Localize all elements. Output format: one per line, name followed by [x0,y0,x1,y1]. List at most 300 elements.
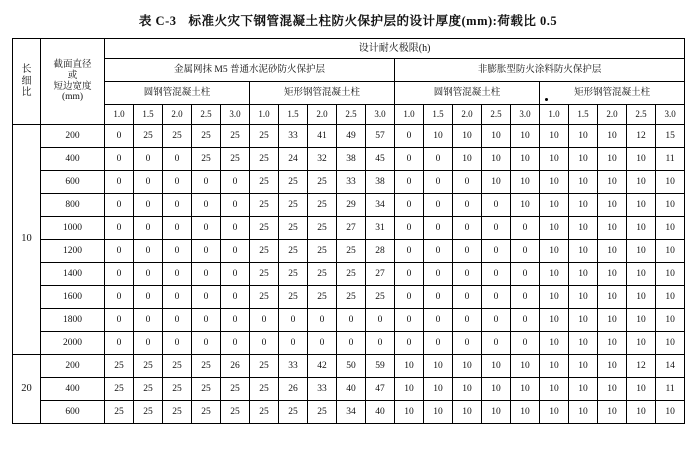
thickness-value: 10 [656,171,685,194]
hour-header-cell: 1.0 [540,105,569,125]
section-size-value: 600 [41,401,105,424]
thickness-value: 0 [105,309,134,332]
thickness-value: 0 [395,263,424,286]
thickness-value: 25 [250,263,279,286]
thickness-value: 0 [511,217,540,240]
thickness-value: 25 [192,148,221,171]
thickness-value: 12 [627,125,656,148]
thickness-value: 0 [105,194,134,217]
hour-header-cell: 2.0 [598,105,627,125]
thickness-value: 10 [482,125,511,148]
thickness-value: 10 [598,286,627,309]
thickness-value: 0 [395,194,424,217]
hour-header-cell: 2.5 [192,105,221,125]
section-size-line-2: 或 [67,70,78,81]
thickness-value: 25 [279,263,308,286]
hour-header-cell: 3.0 [511,105,540,125]
thickness-value: 25 [134,125,163,148]
thickness-value: 25 [308,217,337,240]
thickness-value: 10 [569,401,598,424]
thickness-value: 0 [366,332,395,355]
hour-header-cell: 3.0 [656,105,685,125]
thickness-value: 10 [656,194,685,217]
thickness-value: 0 [192,332,221,355]
thickness-value: 10 [482,401,511,424]
hour-header-cell: 2.0 [453,105,482,125]
thickness-value: 10 [540,194,569,217]
thickness-value: 25 [308,194,337,217]
thickness-value: 10 [656,332,685,355]
group-header-mortar: 金属网抹 M5 普通水泥砂防火保护层 [105,59,395,82]
thickness-value: 26 [279,378,308,401]
thickness-value: 25 [192,378,221,401]
thickness-value: 10 [656,240,685,263]
thickness-value: 10 [540,148,569,171]
thickness-value: 0 [482,286,511,309]
thickness-value: 25 [105,378,134,401]
fire-resistance-limit-header: 设计耐火极限(h) [105,39,685,59]
thickness-value: 0 [134,263,163,286]
thickness-value: 10 [424,355,453,378]
thickness-value: 0 [453,286,482,309]
section-size-value: 800 [41,194,105,217]
thickness-value: 45 [366,148,395,171]
thickness-value: 25 [221,125,250,148]
thickness-value: 10 [424,378,453,401]
table-caption [12,0,684,38]
subgroup-mortar-rect: 矩形钢管混凝土柱 [250,82,395,105]
thickness-value: 0 [163,171,192,194]
slenderness-header-line-1: 长 [21,64,32,76]
thickness-value: 10 [453,148,482,171]
thickness-value: 25 [192,401,221,424]
thickness-value: 0 [424,148,453,171]
thickness-value: 10 [511,355,540,378]
thickness-value: 25 [279,171,308,194]
thickness-value: 57 [366,125,395,148]
table-header [13,39,685,125]
thickness-value: 0 [424,194,453,217]
thickness-value: 10 [656,309,685,332]
thickness-value: 10 [598,263,627,286]
thickness-value: 25 [279,240,308,263]
thickness-value: 10 [453,378,482,401]
thickness-value: 25 [163,378,192,401]
thickness-value: 25 [250,217,279,240]
thickness-value: 0 [105,286,134,309]
thickness-value: 10 [540,309,569,332]
thickness-value: 10 [627,194,656,217]
section-size-value: 200 [41,355,105,378]
thickness-value: 0 [424,217,453,240]
thickness-value: 0 [221,194,250,217]
section-size-line-4: (mm) [61,92,84,103]
thickness-value: 10 [598,148,627,171]
thickness-value: 10 [598,194,627,217]
section-size-line-3: 短边宽度 [53,81,92,92]
thickness-value: 10 [395,378,424,401]
slenderness-header-line-3: 比 [21,87,32,99]
thickness-value: 25 [250,401,279,424]
hour-header-cell: 1.0 [395,105,424,125]
slenderness-value: 20 [13,355,41,424]
thickness-value: 10 [540,217,569,240]
thickness-value: 0 [192,217,221,240]
thickness-value: 41 [308,125,337,148]
thickness-value: 0 [163,286,192,309]
section-size-value: 1000 [41,217,105,240]
hour-header-cell: 2.0 [308,105,337,125]
thickness-value: 25 [134,378,163,401]
subgroup-coating-rect: 矩形钢管混凝土柱 [540,82,685,105]
table-row [13,194,685,217]
table-row [13,240,685,263]
thickness-value: 10 [482,148,511,171]
thickness-value: 34 [337,401,366,424]
table-row [13,148,685,171]
table-row [13,286,685,309]
thickness-value: 0 [105,217,134,240]
thickness-value: 10 [424,401,453,424]
thickness-value: 0 [134,332,163,355]
thickness-value: 0 [192,309,221,332]
thickness-value: 0 [221,240,250,263]
thickness-value: 0 [453,332,482,355]
thickness-value: 32 [308,148,337,171]
thickness-value: 31 [366,217,395,240]
thickness-value: 0 [192,263,221,286]
thickness-value: 0 [366,309,395,332]
thickness-value: 0 [134,148,163,171]
thickness-value: 24 [279,148,308,171]
thickness-value: 0 [105,171,134,194]
thickness-value: 0 [105,263,134,286]
thickness-value: 0 [134,286,163,309]
thickness-value: 25 [279,286,308,309]
thickness-value: 59 [366,355,395,378]
thickness-value: 0 [424,263,453,286]
section-size-value: 200 [41,125,105,148]
thickness-value: 0 [134,309,163,332]
thickness-value: 0 [163,148,192,171]
thickness-value: 0 [482,240,511,263]
thickness-value: 29 [337,194,366,217]
thickness-value: 10 [598,240,627,263]
thickness-value: 25 [163,401,192,424]
thickness-value: 25 [308,401,337,424]
group-header-coating: 非膨胀型防火涂料防火保护层 [395,59,685,82]
table-row [13,355,685,378]
thickness-value: 10 [627,378,656,401]
thickness-value: 38 [366,171,395,194]
thickness-value: 0 [395,171,424,194]
thickness-value: 0 [395,125,424,148]
thickness-value: 10 [569,171,598,194]
thickness-value: 10 [569,309,598,332]
thickness-value: 0 [105,125,134,148]
thickness-value: 10 [627,263,656,286]
table-row [13,171,685,194]
thickness-value: 25 [279,401,308,424]
thickness-value: 0 [105,240,134,263]
thickness-value: 11 [656,148,685,171]
thickness-value: 0 [482,332,511,355]
thickness-value: 10 [598,355,627,378]
thickness-value: 0 [221,332,250,355]
thickness-value: 10 [656,286,685,309]
thickness-value: 0 [395,240,424,263]
hour-header-cell: 1.0 [105,105,134,125]
thickness-value: 25 [221,401,250,424]
thickness-value: 0 [308,332,337,355]
thickness-value: 0 [424,332,453,355]
thickness-value: 10 [395,401,424,424]
thickness-value: 25 [250,148,279,171]
thickness-value: 0 [221,286,250,309]
thickness-value: 0 [163,263,192,286]
thickness-value: 25 [250,240,279,263]
thickness-value: 0 [221,171,250,194]
thickness-value: 0 [163,240,192,263]
thickness-value: 25 [192,125,221,148]
thickness-value: 34 [366,194,395,217]
thickness-value: 10 [453,401,482,424]
thickness-value: 10 [482,171,511,194]
table-title: 标准火灾下钢管混凝土柱防火保护层的设计厚度(mm):荷载比 0.5 [188,14,558,28]
thickness-value: 10 [511,401,540,424]
section-size-line-1: 截面直径 [53,59,92,70]
thickness-value: 10 [598,171,627,194]
thickness-value: 12 [627,355,656,378]
thickness-value: 0 [482,309,511,332]
thickness-value: 10 [511,194,540,217]
thickness-value: 0 [163,194,192,217]
section-size-value: 400 [41,148,105,171]
thickness-value: 14 [656,355,685,378]
hour-header-cell: 2.5 [482,105,511,125]
thickness-value: 27 [337,217,366,240]
thickness-value: 25 [105,355,134,378]
thickness-value: 0 [395,286,424,309]
thickness-value: 10 [482,378,511,401]
thickness-value: 0 [134,194,163,217]
thickness-value: 0 [192,240,221,263]
thickness-value: 10 [511,378,540,401]
thickness-value: 0 [279,309,308,332]
thickness-value: 26 [221,355,250,378]
table-row [13,378,685,401]
thickness-value: 10 [569,125,598,148]
thickness-value: 0 [337,332,366,355]
section-size-value: 1800 [41,309,105,332]
thickness-value: 25 [308,171,337,194]
thickness-value: 0 [279,332,308,355]
thickness-value: 0 [453,171,482,194]
table-row [13,401,685,424]
thickness-value: 10 [569,378,598,401]
thickness-value: 25 [250,286,279,309]
thickness-value: 0 [163,217,192,240]
thickness-value: 10 [627,309,656,332]
hour-header-row [13,105,685,125]
thickness-value: 10 [627,401,656,424]
thickness-value: 10 [540,286,569,309]
thickness-value: 10 [569,240,598,263]
thickness-value: 0 [105,148,134,171]
hour-header-cell: 1.5 [279,105,308,125]
hour-header-cell: 1.5 [424,105,453,125]
thickness-value: 40 [337,378,366,401]
thickness-value: 0 [424,309,453,332]
thickness-value: 10 [598,309,627,332]
hour-header-cell: 2.0 [163,105,192,125]
thickness-value: 0 [308,309,337,332]
thickness-value: 0 [192,194,221,217]
thickness-value: 25 [221,148,250,171]
thickness-value: 0 [395,309,424,332]
table-row [13,263,685,286]
thickness-value: 10 [598,401,627,424]
section-size-value: 1200 [41,240,105,263]
thickness-value: 25 [250,125,279,148]
thickness-value: 0 [424,240,453,263]
thickness-value: 25 [250,378,279,401]
thickness-value: 25 [337,263,366,286]
thickness-value: 10 [395,355,424,378]
section-size-value: 1400 [41,263,105,286]
thickness-value: 0 [511,240,540,263]
thickness-value: 0 [105,332,134,355]
thickness-value: 0 [163,309,192,332]
table-row [13,332,685,355]
thickness-value: 10 [511,148,540,171]
hour-header-cell: 3.0 [221,105,250,125]
thickness-value: 0 [337,309,366,332]
subgroup-mortar-circular: 圆钢管混凝土柱 [105,82,250,105]
thickness-value: 10 [482,355,511,378]
thickness-value: 10 [453,355,482,378]
table-row [13,125,685,148]
thickness-value: 10 [627,240,656,263]
thickness-value: 25 [163,355,192,378]
thickness-value: 33 [337,171,366,194]
thickness-value: 10 [627,171,656,194]
thickness-value: 0 [482,217,511,240]
thickness-value: 0 [511,309,540,332]
thickness-value: 0 [221,309,250,332]
thickness-value: 10 [656,263,685,286]
thickness-value: 0 [424,171,453,194]
thickness-value: 0 [511,263,540,286]
thickness-value: 10 [569,263,598,286]
section-size-value: 2000 [41,332,105,355]
slenderness-header-line-2: 细 [21,75,32,87]
thickness-value: 10 [569,355,598,378]
thickness-value: 10 [540,355,569,378]
thickness-value: 10 [540,125,569,148]
thickness-value: 10 [540,263,569,286]
thickness-value: 0 [453,194,482,217]
thickness-value: 0 [395,332,424,355]
thickness-value: 49 [337,125,366,148]
slenderness-value: 10 [13,125,41,355]
thickness-value: 0 [250,332,279,355]
thickness-value: 0 [395,217,424,240]
thickness-value: 10 [569,194,598,217]
thickness-value: 10 [453,125,482,148]
thickness-value: 10 [569,148,598,171]
thickness-value: 10 [598,332,627,355]
thickness-value: 10 [598,378,627,401]
thickness-value: 0 [221,263,250,286]
thickness-value: 0 [250,309,279,332]
thickness-value: 0 [511,332,540,355]
thickness-value: 25 [221,378,250,401]
thickness-value: 10 [540,401,569,424]
fire-protection-thickness-table [12,38,685,424]
thickness-value: 33 [308,378,337,401]
thickness-value: 25 [250,194,279,217]
thickness-value: 33 [279,125,308,148]
table-row [13,217,685,240]
thickness-value: 25 [250,171,279,194]
thickness-value: 10 [627,286,656,309]
thickness-value: 25 [279,194,308,217]
thickness-value: 25 [279,217,308,240]
thickness-value: 28 [366,240,395,263]
section-size-value: 1600 [41,286,105,309]
thickness-value: 10 [569,217,598,240]
thickness-value: 25 [134,355,163,378]
thickness-value: 10 [656,401,685,424]
section-size-header [41,39,105,125]
thickness-value: 25 [134,401,163,424]
thickness-value: 0 [395,148,424,171]
thickness-value: 33 [279,355,308,378]
thickness-value: 25 [250,355,279,378]
thickness-value: 0 [482,194,511,217]
thickness-value: 11 [656,378,685,401]
thickness-value: 0 [192,286,221,309]
thickness-value: 25 [105,401,134,424]
thickness-value: 0 [192,171,221,194]
thickness-value: 38 [337,148,366,171]
hour-header-cell: 2.5 [627,105,656,125]
section-size-value: 400 [41,378,105,401]
hour-header-cell: 1.0 [250,105,279,125]
thickness-value: 10 [598,125,627,148]
thickness-value: 25 [192,355,221,378]
thickness-value: 0 [511,286,540,309]
thickness-value: 0 [453,263,482,286]
thickness-value: 0 [134,217,163,240]
hour-header-cell: 2.5 [337,105,366,125]
thickness-value: 10 [598,217,627,240]
hour-header-cell: 3.0 [366,105,395,125]
thickness-value: 10 [540,240,569,263]
thickness-value: 10 [540,171,569,194]
thickness-value: 10 [540,378,569,401]
hour-header-cell: 1.5 [134,105,163,125]
table-body [13,125,685,424]
thickness-value: 25 [337,240,366,263]
thickness-value: 10 [540,332,569,355]
thickness-value: 0 [134,171,163,194]
thickness-value: 0 [453,309,482,332]
thickness-value: 27 [366,263,395,286]
thickness-value: 0 [453,217,482,240]
thickness-value: 15 [656,125,685,148]
